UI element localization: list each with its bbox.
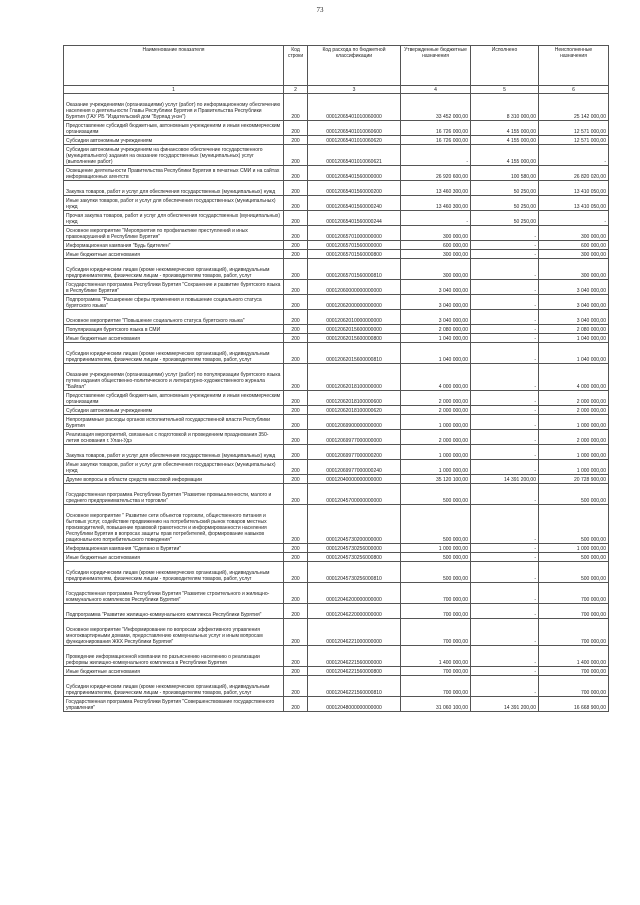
row-unexecuted: 1 000 000,00: [539, 460, 609, 475]
row-approved: 1 000 000,00: [401, 445, 471, 460]
row-kbk: 00012069900000000000: [308, 415, 401, 430]
column-number: 1: [64, 86, 284, 94]
header-code: Код строки: [284, 46, 308, 86]
row-approved: 300 000,00: [401, 250, 471, 259]
row-approved: -: [401, 145, 471, 166]
row-kbk: 00012065701000000000: [308, 226, 401, 241]
row-executed: -: [471, 445, 539, 460]
row-code: 200: [284, 250, 308, 259]
row-approved: 1 000 000,00: [401, 544, 471, 553]
row-unexecuted: 700 000,00: [539, 667, 609, 676]
row-code: 200: [284, 676, 308, 697]
row-kbk: 00012046220000000000: [308, 604, 401, 619]
row-unexecuted: 700 000,00: [539, 676, 609, 697]
table-row: [64, 562, 609, 583]
row-approved: 1 000 000,00: [401, 460, 471, 475]
row-name: Государственная программа Республики Бурятия "Совершенствование государственного управления": [64, 697, 284, 712]
row-unexecuted: 500 000,00: [539, 505, 609, 544]
row-kbk: 00012046200000000000: [308, 583, 401, 604]
row-unexecuted: 20 728 900,00: [539, 475, 609, 484]
row-code: 200: [284, 484, 308, 505]
row-unexecuted: 25 142 000,00: [539, 94, 609, 121]
table-row: [64, 430, 609, 445]
table-row: [64, 334, 609, 343]
table-row: [64, 325, 609, 334]
row-unexecuted: 3 040 000,00: [539, 280, 609, 295]
row-code: 200: [284, 697, 308, 712]
row-approved: 500 000,00: [401, 553, 471, 562]
header-kbk: Код расхода по бюджетной классификации: [308, 46, 401, 86]
row-code: 200: [284, 460, 308, 475]
row-kbk: 00012048000000000000: [308, 697, 401, 712]
row-approved: 16 726 000,00: [401, 136, 471, 145]
row-name: Иные бюджетные ассигнования: [64, 334, 284, 343]
row-code: 200: [284, 505, 308, 544]
page-number: 73: [316, 6, 324, 14]
row-approved: 33 452 000,00: [401, 94, 471, 121]
row-kbk: 00012069977000000200: [308, 445, 401, 460]
row-kbk: 00012045730256000800: [308, 553, 401, 562]
row-unexecuted: -: [539, 145, 609, 166]
table-row: [64, 391, 609, 406]
table-row: [64, 145, 609, 166]
row-kbk: 00012046221560000800: [308, 667, 401, 676]
row-executed: 50 250,00: [471, 181, 539, 196]
table-row: [64, 445, 609, 460]
row-name: Иные бюджетные ассигнования: [64, 553, 284, 562]
row-executed: -: [471, 667, 539, 676]
table-row: [64, 250, 609, 259]
row-code: 200: [284, 241, 308, 250]
row-approved: 600 000,00: [401, 241, 471, 250]
row-code: 200: [284, 604, 308, 619]
row-code: 200: [284, 406, 308, 415]
row-executed: -: [471, 391, 539, 406]
row-approved: 500 000,00: [401, 562, 471, 583]
row-unexecuted: 2 080 000,00: [539, 325, 609, 334]
row-name: Субсидии юридическим лицам (кроме некоммерческих организаций), индивидуальным предпринимателям, физическим лицам - производителям товаров, работ, услуг: [64, 343, 284, 364]
row-kbk: 00012062015600000810: [308, 343, 401, 364]
row-name: Оказание учреждениями (организациями) услуг (работ) по информационному обеспечению населения о деятельности Главы Республики Бурятия и Правительства Республики Бурятия (ГАУ РБ "Издательский дом "Буряад унэн"): [64, 94, 284, 121]
table-row: [64, 544, 609, 553]
table-row: [64, 280, 609, 295]
column-number: 4: [401, 86, 471, 94]
table-row: [64, 166, 609, 181]
row-unexecuted: 26 820 020,00: [539, 166, 609, 181]
table-row: [64, 415, 609, 430]
row-executed: -: [471, 484, 539, 505]
row-name: Информационная кампания "Будь бдителен": [64, 241, 284, 250]
row-name: Подпрограмма "Развитие жилищно-коммунального комплекса Республики Бурятия": [64, 604, 284, 619]
table-row: [64, 310, 609, 325]
row-executed: -: [471, 544, 539, 553]
row-executed: -: [471, 310, 539, 325]
row-executed: 50 250,00: [471, 196, 539, 211]
row-executed: -: [471, 604, 539, 619]
table-row: [64, 583, 609, 604]
table-row: [64, 475, 609, 484]
row-kbk: 00012062018100000600: [308, 391, 401, 406]
table-row: [64, 619, 609, 646]
row-approved: 300 000,00: [401, 226, 471, 241]
row-kbk: 00012060000000000000: [308, 280, 401, 295]
table-row: [64, 226, 609, 241]
row-executed: 4 155 000,00: [471, 136, 539, 145]
row-unexecuted: 2 000 000,00: [539, 430, 609, 445]
row-name: Субсидии автономным учреждениям на финансовое обеспечение государственного (муниципального) задания на оказание государственных (муниципальных) услуг (выполнение работ): [64, 145, 284, 166]
row-executed: 4 155 000,00: [471, 145, 539, 166]
row-executed: -: [471, 676, 539, 697]
row-executed: 100 580,00: [471, 166, 539, 181]
row-approved: 3 040 000,00: [401, 310, 471, 325]
header-executed: Исполнено: [471, 46, 539, 86]
table-row: [64, 667, 609, 676]
row-code: 200: [284, 259, 308, 280]
row-name: Проведение информационной компании по разъяснению населению о реализации реформы жилищно-коммунального комплекса в Республике Бурятия: [64, 646, 284, 667]
row-executed: 4 155 000,00: [471, 121, 539, 136]
row-unexecuted: 500 000,00: [539, 562, 609, 583]
table-row: [64, 94, 609, 121]
row-name: Закупка товаров, работ и услуг для обеспечения государственных (муниципальных) нужд: [64, 445, 284, 460]
row-kbk: 00012065401560000244: [308, 211, 401, 226]
table-row: [64, 553, 609, 562]
row-kbk: 00012065401560000200: [308, 181, 401, 196]
column-numbers-row: [64, 86, 609, 94]
row-executed: 8 310 000,00: [471, 94, 539, 121]
table-row: [64, 676, 609, 697]
row-unexecuted: 500 000,00: [539, 484, 609, 505]
row-kbk: 00012045730256000810: [308, 562, 401, 583]
table-row: [64, 406, 609, 415]
row-code: 200: [284, 544, 308, 553]
row-name: Иные бюджетные ассигнования: [64, 250, 284, 259]
row-code: 200: [284, 445, 308, 460]
table-row: [64, 211, 609, 226]
table-row: [64, 460, 609, 475]
row-unexecuted: 300 000,00: [539, 226, 609, 241]
table-row: [64, 604, 609, 619]
table-row: [64, 697, 609, 712]
row-kbk: 00012065401010060600: [308, 121, 401, 136]
row-executed: -: [471, 553, 539, 562]
row-unexecuted: 3 040 000,00: [539, 295, 609, 310]
row-kbk: 00012062000000000000: [308, 295, 401, 310]
column-number: 3: [308, 86, 401, 94]
table-row: [64, 241, 609, 250]
row-name: Предоставление субсидий бюджетным, автономным учреждениям и иным некоммерческим организациям: [64, 121, 284, 136]
row-code: 200: [284, 415, 308, 430]
header-name: Наименование показателя: [64, 46, 284, 86]
row-approved: 1 400 000,00: [401, 646, 471, 667]
row-code: 200: [284, 166, 308, 181]
row-executed: -: [471, 619, 539, 646]
row-code: 200: [284, 310, 308, 325]
table-row: [64, 121, 609, 136]
row-approved: 2 000 000,00: [401, 391, 471, 406]
row-executed: -: [471, 505, 539, 544]
row-code: 200: [284, 583, 308, 604]
table-row: [64, 364, 609, 391]
row-unexecuted: 2 000 000,00: [539, 406, 609, 415]
row-approved: 2 000 000,00: [401, 406, 471, 415]
budget-execution-table: [63, 45, 609, 712]
row-approved: 1 000 000,00: [401, 415, 471, 430]
row-unexecuted: 1 040 000,00: [539, 343, 609, 364]
row-approved: 500 000,00: [401, 484, 471, 505]
table-row: [64, 646, 609, 667]
row-executed: 14 391 200,00: [471, 697, 539, 712]
row-kbk: 00012045700000000000: [308, 484, 401, 505]
row-executed: -: [471, 415, 539, 430]
table-row: [64, 181, 609, 196]
header-unexecuted: Неисполненные назначения: [539, 46, 609, 86]
row-approved: 500 000,00: [401, 505, 471, 544]
row-name: Предоставление субсидий бюджетным, автономным учреждениям и иным некоммерческим организациям: [64, 391, 284, 406]
table-row: [64, 259, 609, 280]
row-executed: -: [471, 325, 539, 334]
row-kbk: 00012065701560000000: [308, 241, 401, 250]
row-code: 200: [284, 94, 308, 121]
row-code: 200: [284, 475, 308, 484]
row-name: Субсидии юридическим лицам (кроме некоммерческих организаций), индивидуальным предпринимателям, физическим лицам - производителям товаров, работ, услуг: [64, 676, 284, 697]
row-kbk: 00012065401560000000: [308, 166, 401, 181]
row-name: Подпрограмма "Расширение сферы применения и повышение социального статуса бурятского языка": [64, 295, 284, 310]
row-code: 200: [284, 646, 308, 667]
row-kbk: 00012065401010060620: [308, 136, 401, 145]
row-name: Основное мероприятие " Развитие сети объектов торговли, общественного питания и бытовых услуг, содействие продвижению на потребительский рынок товаров местных производителей, повышение правовой грамотности и информированности населения Республики Бурятия в вопросах защиты прав потребителей, формирование навыков рационального потребительского поведения": [64, 505, 284, 544]
row-unexecuted: 12 571 000,00: [539, 121, 609, 136]
row-kbk: 00012065401010060621: [308, 145, 401, 166]
row-executed: -: [471, 334, 539, 343]
row-executed: -: [471, 460, 539, 475]
row-executed: 14 391 200,00: [471, 475, 539, 484]
row-kbk: 00012045730256000000: [308, 544, 401, 553]
row-kbk: 00012046221000000000: [308, 619, 401, 646]
column-number: 5: [471, 86, 539, 94]
row-unexecuted: 700 000,00: [539, 604, 609, 619]
row-approved: 300 000,00: [401, 259, 471, 280]
row-kbk: 00012062018100000620: [308, 406, 401, 415]
row-approved: 2 000 000,00: [401, 430, 471, 445]
row-approved: 1 040 000,00: [401, 343, 471, 364]
row-code: 200: [284, 391, 308, 406]
row-approved: 31 060 100,00: [401, 697, 471, 712]
row-kbk: 00012062015600000800: [308, 334, 401, 343]
row-code: 200: [284, 430, 308, 445]
row-unexecuted: 12 571 000,00: [539, 136, 609, 145]
row-unexecuted: 3 040 000,00: [539, 310, 609, 325]
row-name: Другие вопросы в области средств массовой информации: [64, 475, 284, 484]
column-number: 6: [539, 86, 609, 94]
row-approved: 4 000 000,00: [401, 364, 471, 391]
row-code: 200: [284, 334, 308, 343]
row-approved: 700 000,00: [401, 583, 471, 604]
row-kbk: 00012040000000000000: [308, 475, 401, 484]
row-name: Прочая закупка товаров, работ и услуг для обеспечения государственных (муниципальных) нужд: [64, 211, 284, 226]
row-code: 200: [284, 196, 308, 211]
row-executed: -: [471, 295, 539, 310]
row-unexecuted: 300 000,00: [539, 259, 609, 280]
row-kbk: 00012065401010060000: [308, 94, 401, 121]
row-name: Иные закупки товаров, работ и услуг для обеспечения государственных (муниципальных) нужд: [64, 460, 284, 475]
row-approved: 26 920 600,00: [401, 166, 471, 181]
row-name: Субсидии юридическим лицам (кроме некоммерческих организаций), индивидуальным предпринимателям, физическим лицам - производителям товаров, работ, услуг: [64, 562, 284, 583]
row-code: 200: [284, 136, 308, 145]
row-kbk: 00012062015600000000: [308, 325, 401, 334]
row-name: Реализация мероприятий, связанных с подготовкой и проведением празднования 350-летия основания г. Улан-Удэ: [64, 430, 284, 445]
row-code: 200: [284, 295, 308, 310]
row-approved: 1 040 000,00: [401, 334, 471, 343]
row-unexecuted: 1 000 000,00: [539, 415, 609, 430]
row-unexecuted: 1 000 000,00: [539, 544, 609, 553]
table-header-row: [64, 46, 609, 86]
row-kbk: 00012062010000000000: [308, 310, 401, 325]
row-name: Иные закупки товаров, работ и услуг для обеспечения государственных (муниципальных) нужд: [64, 196, 284, 211]
row-kbk: 00012065701560000810: [308, 259, 401, 280]
row-kbk: 00012065701560000800: [308, 250, 401, 259]
row-name: Информационная кампания "Сделано в Бурятии": [64, 544, 284, 553]
table-row: [64, 295, 609, 310]
row-approved: 3 040 000,00: [401, 280, 471, 295]
row-executed: -: [471, 241, 539, 250]
row-kbk: 00012065401560000240: [308, 196, 401, 211]
row-unexecuted: -: [539, 211, 609, 226]
row-code: 200: [284, 121, 308, 136]
row-unexecuted: 1 000 000,00: [539, 445, 609, 460]
row-unexecuted: 4 000 000,00: [539, 364, 609, 391]
row-name: Непрограммные расходы органов исполнительной государственной власти Республики Бурятия: [64, 415, 284, 430]
table-row: [64, 484, 609, 505]
row-approved: 13 460 300,00: [401, 181, 471, 196]
row-executed: -: [471, 343, 539, 364]
row-name: Субсидии автономным учреждениям: [64, 136, 284, 145]
row-unexecuted: 16 668 900,00: [539, 697, 609, 712]
table-row: [64, 196, 609, 211]
row-kbk: 00012069977000000000: [308, 430, 401, 445]
row-name: Популяризация бурятского языка в СМИ: [64, 325, 284, 334]
row-name: Субсидии юридическим лицам (кроме некоммерческих организаций), индивидуальным предпринимателям, физическим лицам - производителям товаров, работ, услуг: [64, 259, 284, 280]
row-executed: -: [471, 280, 539, 295]
row-unexecuted: 300 000,00: [539, 250, 609, 259]
row-unexecuted: 2 000 000,00: [539, 391, 609, 406]
row-executed: -: [471, 583, 539, 604]
row-executed: -: [471, 562, 539, 583]
row-executed: 50 250,00: [471, 211, 539, 226]
row-executed: -: [471, 364, 539, 391]
row-unexecuted: 700 000,00: [539, 583, 609, 604]
row-approved: 13 460 300,00: [401, 196, 471, 211]
row-executed: -: [471, 406, 539, 415]
row-code: 200: [284, 343, 308, 364]
row-code: 200: [284, 325, 308, 334]
header-approved: Утвержденные бюджетные назначения: [401, 46, 471, 86]
row-executed: -: [471, 646, 539, 667]
row-unexecuted: 700 000,00: [539, 619, 609, 646]
row-name: Основное мероприятие "Информирование по вопросам эффективного управления многоквартирными домами, предоставлению коммунальных услуг и иным вопросам функционирования ЖКХ Республики Бурятия": [64, 619, 284, 646]
row-unexecuted: 1 400 000,00: [539, 646, 609, 667]
row-approved: 700 000,00: [401, 619, 471, 646]
row-approved: 700 000,00: [401, 604, 471, 619]
row-name: Оказание учреждениями (организациями) услуг (работ) по популяризации бурятского языка путем издания общественно-политического и литературно-художественного журнала "Байгал": [64, 364, 284, 391]
table-row: [64, 343, 609, 364]
row-executed: -: [471, 226, 539, 241]
row-kbk: 00012046221560000000: [308, 646, 401, 667]
row-code: 200: [284, 364, 308, 391]
row-approved: 700 000,00: [401, 667, 471, 676]
row-approved: 2 080 000,00: [401, 325, 471, 334]
row-name: Государственная программа Республики Бурятия "Развитие промышленности, малого и среднего предпринимательства и торговли": [64, 484, 284, 505]
row-name: Освещение деятельности Правительства Республики Бурятия в печатных СМИ и на сайтах информационных агентств: [64, 166, 284, 181]
row-code: 200: [284, 553, 308, 562]
row-approved: -: [401, 211, 471, 226]
row-name: Основное мероприятие "Повышение социального статуса бурятского языка": [64, 310, 284, 325]
row-code: 200: [284, 667, 308, 676]
table-row: [64, 505, 609, 544]
row-name: Основное мероприятие "Мероприятия по профилактике преступлений и иных правонарушений в Республике Бурятия": [64, 226, 284, 241]
column-number: 2: [284, 86, 308, 94]
row-name: Закупка товаров, работ и услуг для обеспечения государственных (муниципальных) нужд: [64, 181, 284, 196]
row-kbk: 00012046221560000810: [308, 676, 401, 697]
row-code: 200: [284, 619, 308, 646]
row-approved: 700 000,00: [401, 676, 471, 697]
row-code: 200: [284, 280, 308, 295]
table-row: [64, 136, 609, 145]
row-code: 200: [284, 181, 308, 196]
row-unexecuted: 13 410 050,00: [539, 196, 609, 211]
row-executed: -: [471, 430, 539, 445]
row-unexecuted: 1 040 000,00: [539, 334, 609, 343]
row-approved: 3 040 000,00: [401, 295, 471, 310]
row-kbk: 00012045730200000000: [308, 505, 401, 544]
row-executed: -: [471, 250, 539, 259]
row-unexecuted: 13 410 050,00: [539, 181, 609, 196]
row-name: Иные бюджетные ассигнования: [64, 667, 284, 676]
row-code: 200: [284, 145, 308, 166]
row-executed: -: [471, 259, 539, 280]
row-kbk: 00012069977000000240: [308, 460, 401, 475]
row-approved: 35 120 100,00: [401, 475, 471, 484]
row-name: Государственная программа Республики Бурятия "Развитие строительного и жилищно-коммунального комплексов Республики Бурятия": [64, 583, 284, 604]
row-kbk: 00012062018100000000: [308, 364, 401, 391]
row-unexecuted: 500 000,00: [539, 553, 609, 562]
row-code: 200: [284, 226, 308, 241]
row-code: 200: [284, 211, 308, 226]
row-approved: 16 726 000,00: [401, 121, 471, 136]
row-unexecuted: 600 000,00: [539, 241, 609, 250]
row-name: Субсидии автономным учреждениям: [64, 406, 284, 415]
row-name: Государственная программа Республики Бурятия "Сохранение и развитие бурятского языка в Республике Бурятия": [64, 280, 284, 295]
row-code: 200: [284, 562, 308, 583]
